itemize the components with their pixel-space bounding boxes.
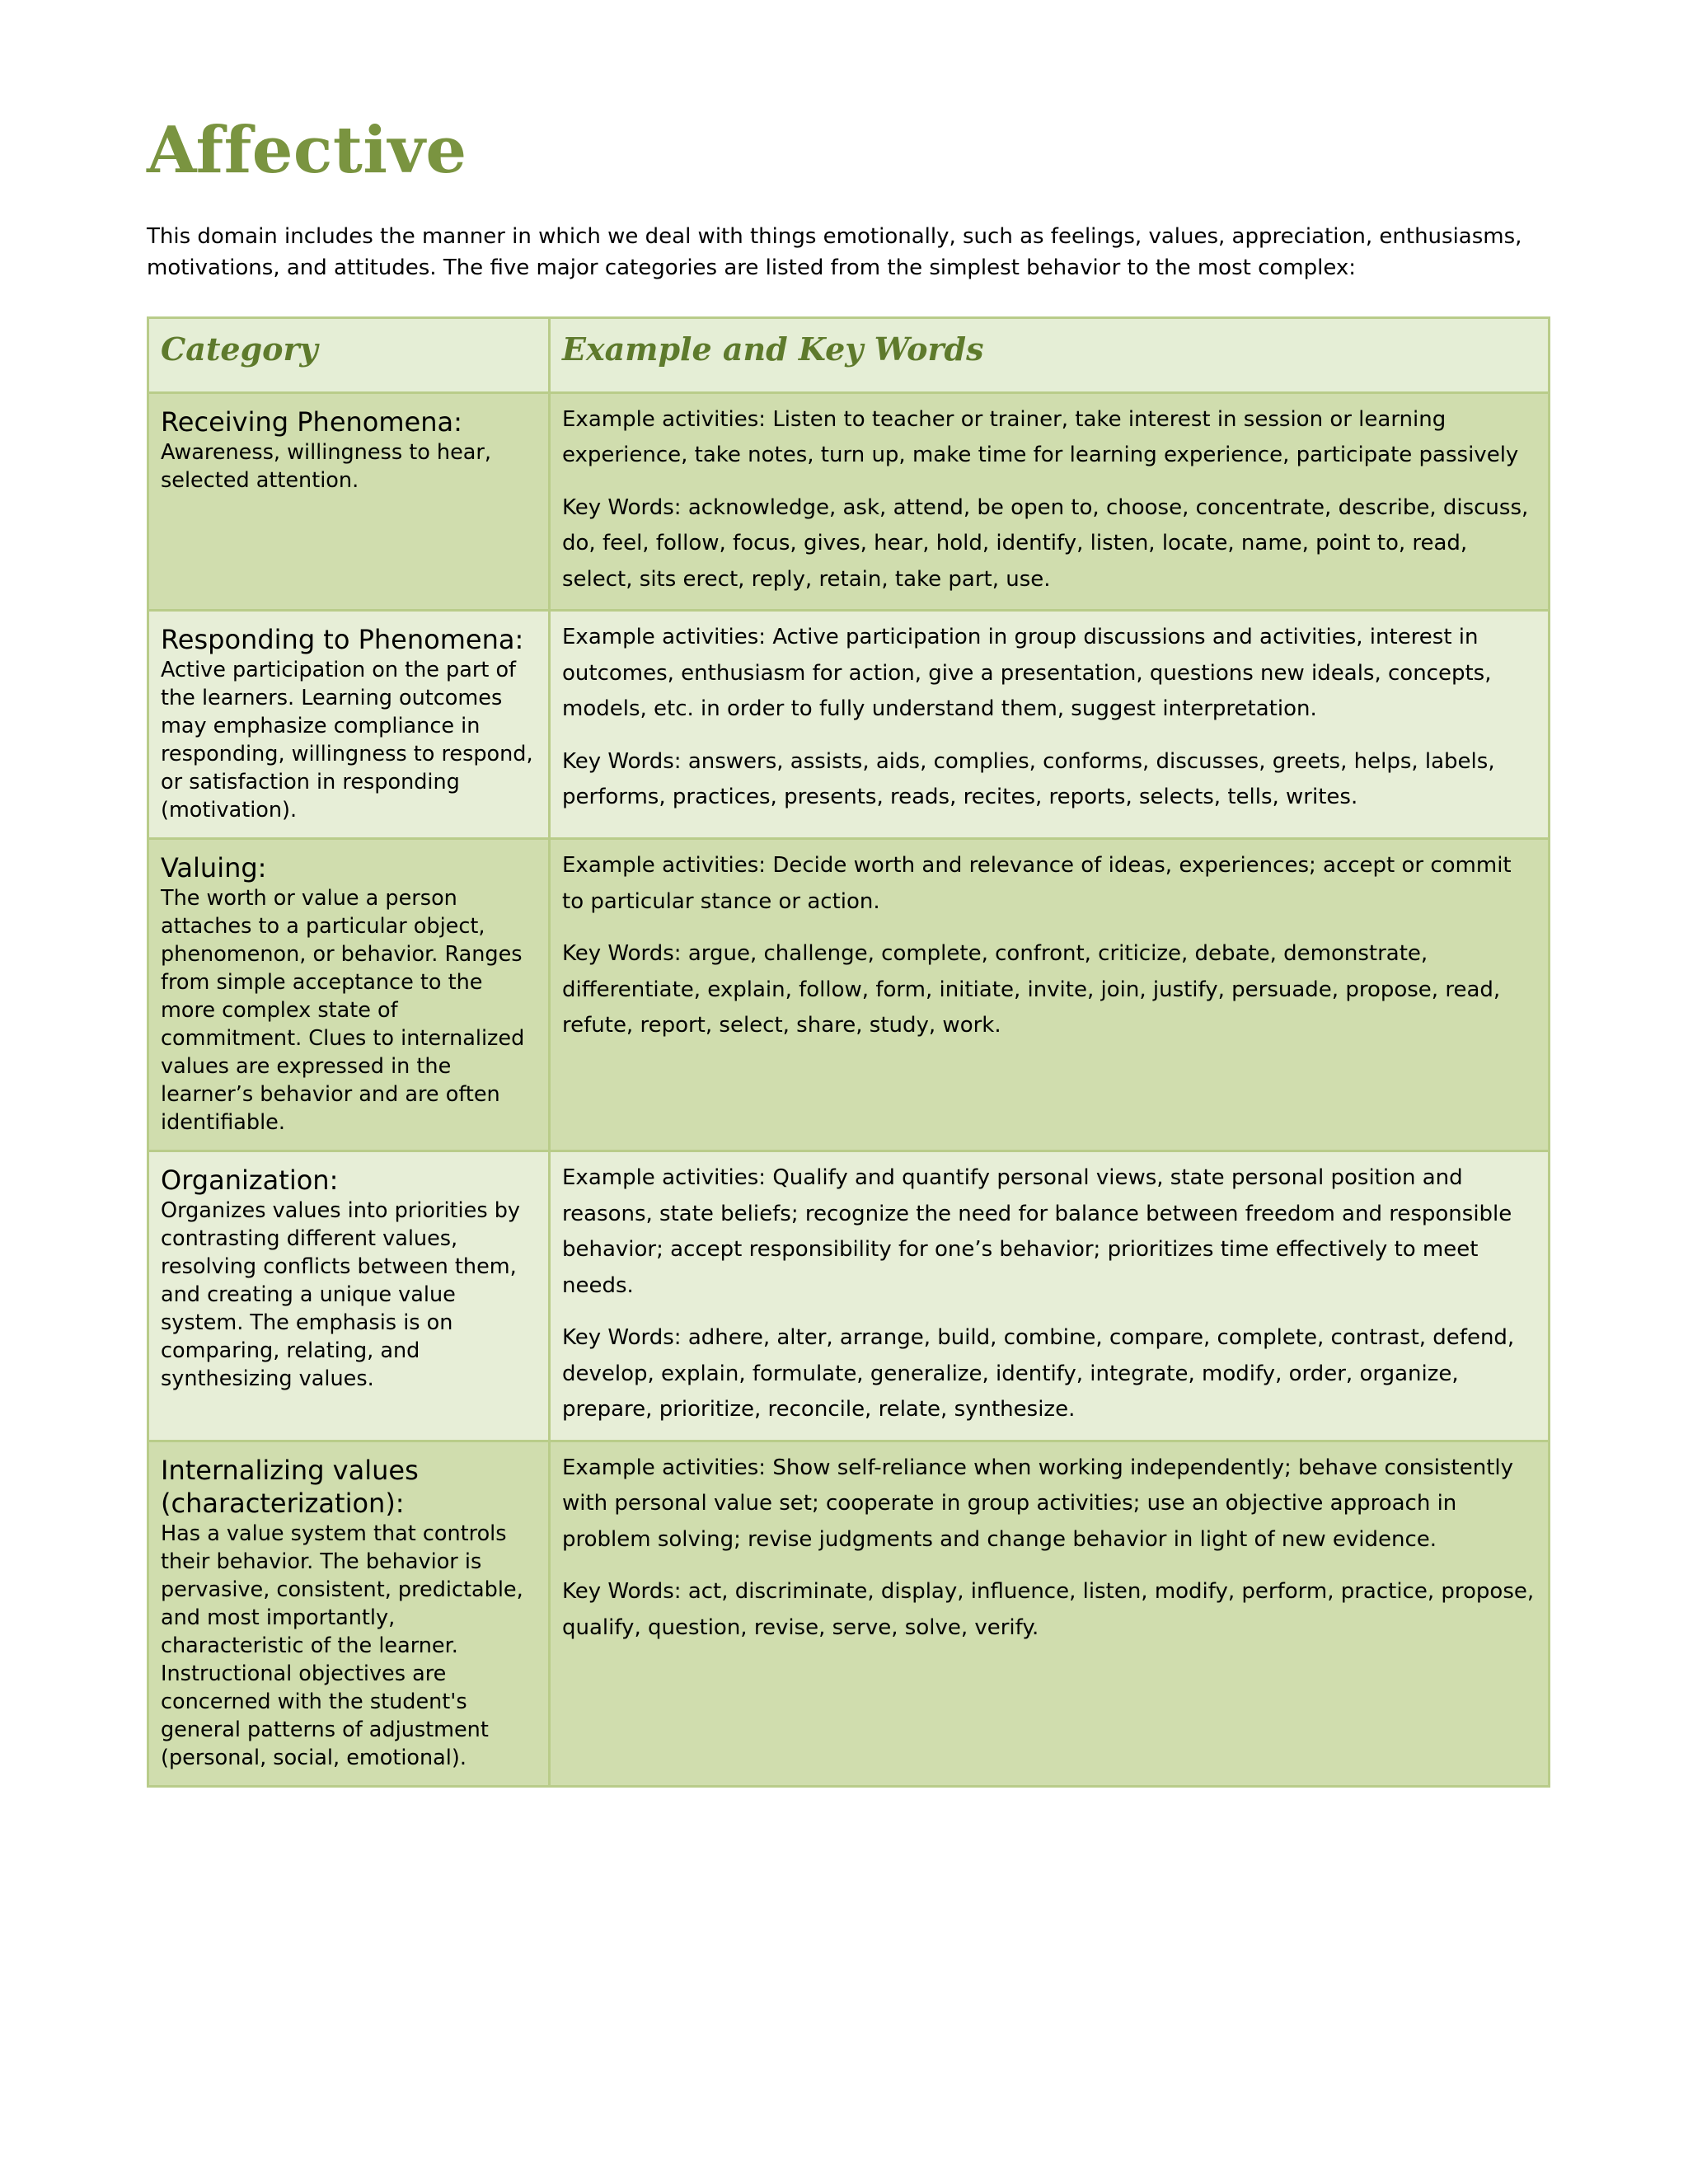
category-name: Organization: [161, 1165, 339, 1197]
key-words [562, 490, 1536, 598]
affective-table [147, 316, 1550, 1788]
key-words-label: Key Words: [562, 1325, 682, 1351]
table-header-row [148, 317, 1550, 392]
examples-cell [550, 839, 1550, 1151]
example-activities-label: Example activities: [562, 406, 767, 432]
table-row [148, 392, 1550, 611]
category-description: Awareness, willingness to hear, selected attention. [161, 439, 491, 493]
category-name: Receiving Phenomena: [161, 405, 462, 438]
intro-paragraph: This domain includes the manner in which we deal with things emotionally, such as feelings, values, appreciation, enthusiasms, motivations, and attitudes. The five major categories are listed from the simplest behavior to the most complex: [147, 223, 1522, 280]
key-words-label: Key Words: [562, 941, 682, 967]
category-cell [148, 392, 550, 611]
example-activities-label: Example activities: [562, 1165, 767, 1191]
category-name: Internalizing values (characterization): [161, 1454, 419, 1519]
category-name: Valuing: [161, 852, 267, 884]
example-activities-text: Active participation in group discussions and activities, interest in outcomes, enthusiasm for action, give a presentation, questions new ideals, concepts, models, etc. in order to fully understand them, suggest interpretation. [562, 625, 1492, 722]
examples-cell [550, 392, 1550, 611]
page-title: Affective [147, 113, 467, 188]
key-words [562, 1574, 1536, 1646]
key-words-text: acknowledge, ask, attend, be open to, choose, concentrate, describe, discuss, do, feel, follow, focus, gives, hear, hold, identify, listen, locate, name, point to, read, select, sits erect, reply, retain, take part, use. [562, 494, 1529, 592]
key-words-label: Key Words: [562, 748, 682, 774]
example-activities-label: Example activities: [562, 625, 767, 650]
header-category: Category [148, 317, 550, 392]
key-words-label: Key Words: [562, 1579, 682, 1605]
category-cell [148, 1441, 550, 1786]
category-description: The worth or value a person attaches to a particular object, phenomenon, or behavior. Ranges from simple acceptance to the more complex state of commitment. Clues to internalized values are expressed in the learner’s behavior and are often identifiable. [161, 886, 525, 1136]
category-description: Organizes values into priorities by contrasting different values, resolving conflicts between them, and creating a unique value system. The emphasis is on comparing, relating, and synthesizing values. [161, 1198, 520, 1392]
key-words-text: argue, challenge, complete, confront, criticize, debate, demonstrate, differentiate, explain, follow, form, initiate, invite, join, justify, persuade, propose, read, refute, report, select, share, study, work. [562, 941, 1501, 1038]
example-activities-label: Example activities: [562, 853, 767, 879]
header-examples: Example and Key Words [550, 317, 1550, 392]
example-activities-text: Listen to teacher or trainer, take interest in session or learning experience, take notes, turn up, make time for learning experience, participate passively [562, 406, 1519, 468]
category-cell [148, 1151, 550, 1441]
table-row [148, 611, 1550, 839]
key-words [562, 744, 1536, 816]
examples-cell [550, 1151, 1550, 1441]
category-cell [148, 611, 550, 839]
examples-cell [550, 611, 1550, 839]
example-activities [562, 620, 1536, 728]
example-activities-text: Show self-reliance when working independently; behave consistently with personal value set; cooperate in group activities; use an objective approach in problem solving; revise judgments and change behavior in light of new evidence. [562, 1455, 1514, 1552]
category-cell [148, 839, 550, 1151]
category-name: Responding to Phenomena: [161, 624, 524, 656]
example-activities [562, 1451, 1536, 1558]
key-words-text: adhere, alter, arrange, build, combine, compare, complete, contrast, defend, develop, explain, formulate, generalize, identify, integrate, modify, order, organize, prepare, prioritize, reconcile, relate, synthesize. [562, 1325, 1515, 1422]
example-activities [562, 402, 1536, 474]
table-row [148, 1441, 1550, 1786]
key-words-text: answers, assists, aids, complies, conforms, discusses, greets, helps, labels, performs, practices, presents, reads, recites, reports, selects, tells, writes. [562, 748, 1495, 810]
examples-cell [550, 1441, 1550, 1786]
example-activities-text: Decide worth and relevance of ideas, experiences; accept or commit to particular stance or action. [562, 853, 1512, 914]
table-row [148, 1151, 1550, 1441]
key-words-label: Key Words: [562, 494, 682, 520]
example-activities [562, 848, 1536, 920]
key-words-text: act, discriminate, display, influence, listen, modify, perform, practice, propose, qualify, question, revise, serve, solve, verify. [562, 1579, 1535, 1640]
example-activities [562, 1160, 1536, 1304]
table-row [148, 839, 1550, 1151]
example-activities-text: Qualify and quantify personal views, state personal position and reasons, state beliefs; recognize the need for balance between freedom and responsible behavior; accept responsibility for one’s behavior; prioritizes time effectively to meet needs. [562, 1165, 1512, 1298]
document-page [147, 115, 1548, 1788]
category-description: Active participation on the part of the learners. Learning outcomes may emphasize compliance in responding, willingness to respond, or satisfaction in responding (motivation). [161, 658, 533, 823]
key-words [562, 936, 1536, 1044]
key-words [562, 1320, 1536, 1428]
category-description: Has a value system that controls their behavior. The behavior is pervasive, consistent, predictable, and most importantly, characteristic of the learner. Instructional objectives are concerned with the student's general patterns of adjustment (personal, social, emotional). [161, 1521, 523, 1770]
example-activities-label: Example activities: [562, 1455, 767, 1480]
